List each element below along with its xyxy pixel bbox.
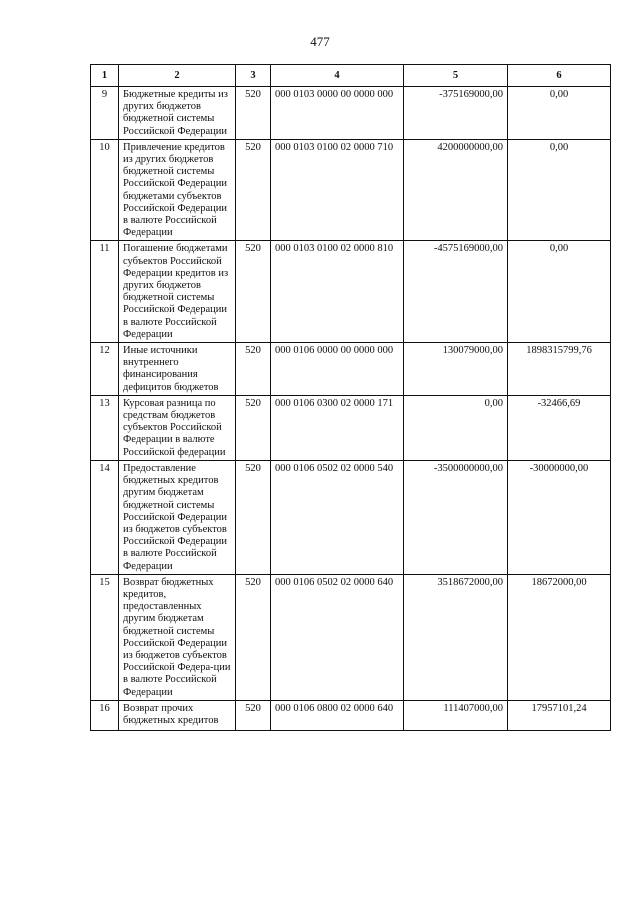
row-number: 12 [91, 343, 119, 396]
row-budget-code: 000 0106 0502 02 0000 540 [271, 460, 404, 574]
row-value-6: 18672000,00 [508, 574, 611, 700]
row-budget-code: 000 0106 0502 02 0000 640 [271, 574, 404, 700]
row-name: Возврат бюджетных кредитов, предоставленных другим бюджетам бюджетной системы Российской Федерации из бюджетов субъектов Российской Федера-ции в валюте Российской Федерации [119, 574, 236, 700]
row-number: 10 [91, 139, 119, 241]
row-budget-code: 000 0106 0300 02 0000 171 [271, 395, 404, 460]
row-name: Бюджетные кредиты из других бюджетов бюджетной системы Российской Федерации [119, 87, 236, 140]
column-header-2: 2 [119, 65, 236, 87]
row-name: Возврат прочих бюджетных кредитов [119, 700, 236, 730]
row-admin-code: 520 [236, 241, 271, 343]
table-row [91, 139, 611, 241]
column-header-3: 3 [236, 65, 271, 87]
column-header-6: 6 [508, 65, 611, 87]
row-value-6: 0,00 [508, 241, 611, 343]
row-value-6: -30000000,00 [508, 460, 611, 574]
table-header-row [91, 65, 611, 87]
row-budget-code: 000 0103 0100 02 0000 710 [271, 139, 404, 241]
row-name: Курсовая разница по средствам бюджетов субъектов Российской Федерации в валюте Российской федерации [119, 395, 236, 460]
row-number: 11 [91, 241, 119, 343]
row-number: 14 [91, 460, 119, 574]
row-admin-code: 520 [236, 87, 271, 140]
row-value-5: 111407000,00 [404, 700, 508, 730]
row-number: 16 [91, 700, 119, 730]
row-name: Предоставление бюджетных кредитов другим бюджетам бюджетной системы Российской Федерации из бюджетов субъектов Российской Федерации в валюте Российской Федерации [119, 460, 236, 574]
row-admin-code: 520 [236, 395, 271, 460]
row-budget-code: 000 0106 0800 02 0000 640 [271, 700, 404, 730]
row-value-6: -32466,69 [508, 395, 611, 460]
column-header-4: 4 [271, 65, 404, 87]
row-value-6: 0,00 [508, 139, 611, 241]
row-admin-code: 520 [236, 700, 271, 730]
table-row [91, 460, 611, 574]
row-admin-code: 520 [236, 574, 271, 700]
row-value-5: -3500000000,00 [404, 460, 508, 574]
row-number: 9 [91, 87, 119, 140]
row-value-5: 0,00 [404, 395, 508, 460]
budget-table [90, 64, 611, 731]
row-budget-code: 000 0106 0000 00 0000 000 [271, 343, 404, 396]
row-name: Погашение бюджетами субъектов Российской Федерации кредитов из других бюджетов бюджетной системы Российской Федерации в валюте Российской Федерации [119, 241, 236, 343]
row-value-5: 4200000000,00 [404, 139, 508, 241]
table-row [91, 574, 611, 700]
row-name: Привлечение кредитов из других бюджетов бюджетной системы Российской Федерации бюджетами субъектов Российской Федерации в валюте Российской Федерации [119, 139, 236, 241]
row-admin-code: 520 [236, 343, 271, 396]
row-number: 15 [91, 574, 119, 700]
table-row [91, 87, 611, 140]
table-row [91, 395, 611, 460]
row-admin-code: 520 [236, 139, 271, 241]
row-value-5: -4575169000,00 [404, 241, 508, 343]
row-value-6: 0,00 [508, 87, 611, 140]
page-number: 477 [310, 34, 330, 49]
row-admin-code: 520 [236, 460, 271, 574]
table-row [91, 700, 611, 730]
row-value-6: 17957101,24 [508, 700, 611, 730]
row-value-5: 130079000,00 [404, 343, 508, 396]
row-budget-code: 000 0103 0100 02 0000 810 [271, 241, 404, 343]
row-number: 13 [91, 395, 119, 460]
row-budget-code: 000 0103 0000 00 0000 000 [271, 87, 404, 140]
table-row [91, 343, 611, 396]
column-header-5: 5 [404, 65, 508, 87]
row-value-5: 3518672000,00 [404, 574, 508, 700]
row-name: Иные источники внутреннего финансирования дефицитов бюджетов [119, 343, 236, 396]
row-value-5: -375169000,00 [404, 87, 508, 140]
table-row [91, 241, 611, 343]
column-header-1: 1 [91, 65, 119, 87]
row-value-6: 1898315799,76 [508, 343, 611, 396]
